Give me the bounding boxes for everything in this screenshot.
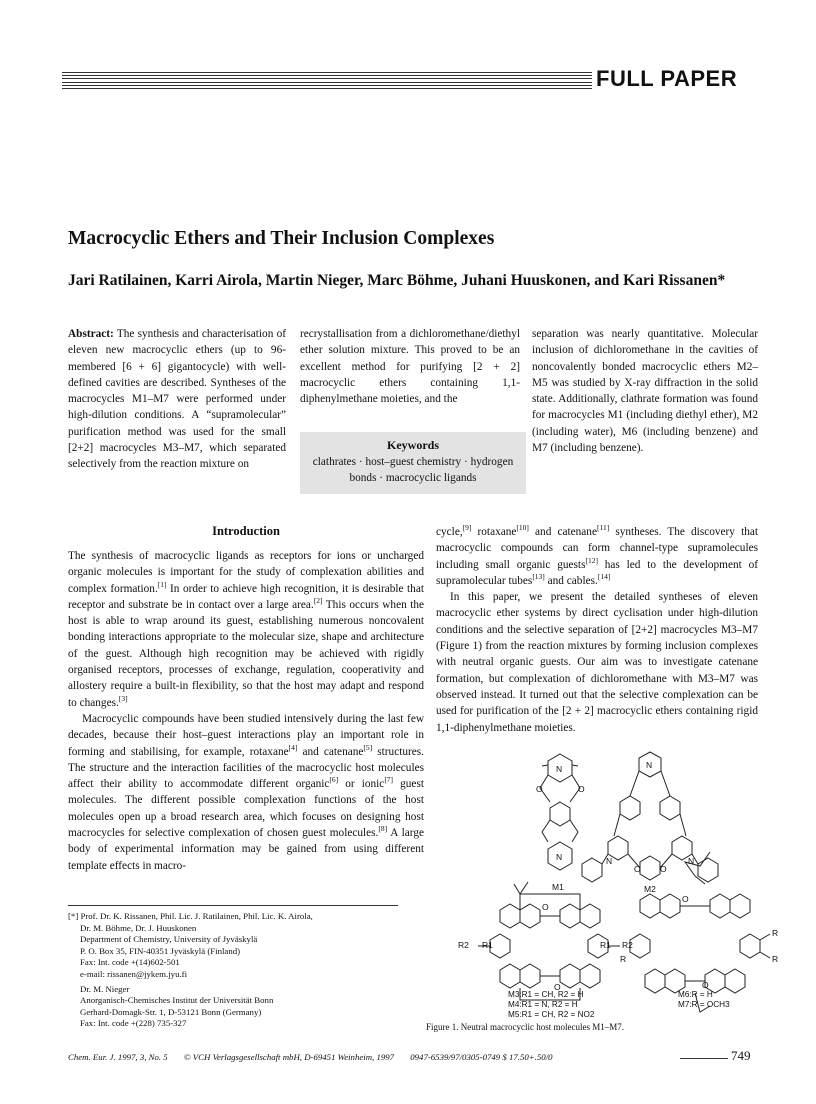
copyright-notice: © VCH Verlagsgesellschaft mbH, D-69451 Weinheim, 1997 bbox=[183, 1052, 395, 1062]
legend-line: M5:R1 = CH, R2 = NO2 bbox=[508, 1010, 595, 1019]
text-run: This occurs when the host is able to wrap around its guest, establishing numerous noncovalent bonding interactions appropriate to the molecular size, shape and architecture of the guest. Although high recognition may be achieved with rigidly organised receptors, processes of exchange, regulation, cooperativity and allostery require a built-in flexibility, so that the host may adapt and respond to changes. bbox=[68, 598, 424, 709]
substituent-label: R bbox=[772, 928, 779, 938]
text-run: The synthesis of macrocyclic ligands as receptors for ions or uncharged organic molecules is important for the study of complexation abilities and complex formation. bbox=[68, 550, 424, 595]
reference-marker: [13] bbox=[532, 572, 545, 582]
substituent-label: R2 bbox=[622, 940, 633, 950]
keywords-title: Keywords bbox=[387, 438, 439, 452]
footnote-line: Dr. M. Böhme, Dr. J. Huuskonen bbox=[80, 922, 197, 933]
abstract-text-1: The synthesis and characterisation of eleven new macrocyclic ethers (up to 96-membered [6 + 6] gigantocycle) with well-defined cavities are described. Syntheses of the macrocycles M1–M7 were performed under high-dilution conditions. A “supramolecular” purification method was used for the small [2+2] macrocycles M3–M7, which separated selectively from the reaction mixture on bbox=[68, 328, 286, 471]
atom-label: O bbox=[536, 784, 543, 794]
footnote-line: Anorganisch-Chemisches Institut der Universität Bonn bbox=[80, 995, 274, 1006]
journal-citation: Chem. Eur. J. 1997, 3, No. 5 bbox=[68, 1052, 168, 1062]
intro-paragraph-3 bbox=[436, 524, 758, 589]
reference-marker: [9] bbox=[462, 523, 472, 533]
section-heading: Introduction bbox=[212, 524, 280, 538]
legend-m3-m5 bbox=[508, 990, 594, 1020]
atom-label: O bbox=[702, 980, 709, 990]
keywords-list: clathrates · host–guest chemistry · hydrogen bonds · macrocyclic ligands bbox=[312, 456, 514, 484]
legend-m6-m7 bbox=[678, 990, 730, 1010]
atom-label: O bbox=[554, 982, 561, 992]
substituent-label: R bbox=[620, 954, 627, 964]
footnote-line: [*] Prof. Dr. K. Rissanen, Phil. Lic. J. Ratilainen, Phil. Lic. K. Airola, bbox=[68, 911, 313, 921]
keywords-box bbox=[300, 432, 526, 494]
footer-rule bbox=[680, 1058, 728, 1059]
text-run: guest molecules. The different possible complexation functions of the host molecules open up a broad research area, which focuses on designing host macrocycles for selective complexation of chosen guest molecules. bbox=[68, 778, 424, 840]
text-run: and catenane bbox=[528, 526, 597, 538]
figure-caption: Figure 1. Neutral macrocyclic host molecules M1–M7. bbox=[426, 1022, 624, 1032]
reference-marker: [11] bbox=[596, 523, 610, 533]
substituent-label: R1 bbox=[482, 940, 493, 950]
figure-1 bbox=[458, 744, 790, 1020]
reference-marker: [3] bbox=[118, 693, 128, 703]
footnote-line: Fax: Int. code +(228) 735-327 bbox=[80, 1018, 187, 1029]
intro-paragraph-2 bbox=[68, 711, 424, 874]
text-run: and cables. bbox=[544, 574, 598, 587]
author-affiliations bbox=[68, 911, 408, 1030]
text-run: or ionic bbox=[338, 778, 385, 791]
abstract-label: Abstract: bbox=[68, 328, 114, 340]
structure-label-m1: M1 bbox=[552, 882, 564, 892]
text-run: has led to the development of supramolecular tubes bbox=[436, 558, 758, 587]
reference-marker: [7] bbox=[384, 775, 394, 785]
footnote-line: e-mail: rissanen@jykem.jyu.fi bbox=[80, 968, 188, 979]
substituent-label: R1 bbox=[600, 940, 611, 950]
abstract-column-3: separation was nearly quantitative. Molecular inclusion of dichloromethane in the cavities of noncovalently bonded macrocyclic ethers M2–M5 was studied by X-ray diffraction in the solid state. Additionally, clathrate formation was found for macrocycles M1 (including diethyl ether), M2 (including water), M6 (including benzene) and M7 (including benzene). bbox=[532, 328, 758, 455]
reference-marker: [8] bbox=[378, 824, 388, 834]
reference-marker: [4] bbox=[288, 742, 298, 752]
footnote-line: Gerhard-Domagk-Str. 1, D-53121 Bonn (Germany) bbox=[80, 1006, 262, 1017]
reference-marker: [2] bbox=[313, 596, 323, 606]
substituent-label: R bbox=[772, 954, 779, 964]
substituent-label: R2 bbox=[458, 940, 469, 950]
chemical-structures bbox=[470, 744, 790, 1020]
atom-label: O bbox=[578, 784, 585, 794]
reference-marker: [6] bbox=[329, 775, 339, 785]
reference-marker: [12] bbox=[585, 555, 598, 565]
atom-label: N bbox=[556, 852, 563, 862]
text-run: Macrocyclic compounds have been studied intensively during the last few decades, because their host–guest interactions play an important role in forming and stabilising, for example, rotaxane bbox=[68, 712, 424, 758]
footnote-line: P. O. Box 35, FIN-40351 Jyväskylä (Finland) bbox=[80, 945, 241, 956]
atom-label: O bbox=[682, 894, 689, 904]
page-number: 749 bbox=[731, 1048, 751, 1063]
text-run: rotaxane bbox=[471, 526, 517, 538]
footnote-line: Dr. M. Nieger bbox=[80, 983, 130, 994]
abstract-column-2: recrystallisation from a dichloromethane/diethyl ether solution mixture. This proved to be an excellent method for purifying [2 + 2] macrocyclic ethers containing 1,1-diphenylmethane moieties, and the bbox=[300, 328, 520, 406]
intro-paragraph-4: In this paper, we present the detailed syntheses of eleven macrocyclic ether systems by direct cyclisation under high-dilution conditions and the selective separation of [2+2] macrocycles M3–M7 (Figure 1) from the reaction mixtures by forming inclusion complexes with neutral organic guests. Our aim was to investigate catenane formation, but complexation of dichloromethane with M3–M7 was observed instead. It turned out that the selective complexation can be used for purification of the [2 + 2] macrocyclic ethers containing rigid 1,1-diphenylmethane moieties. bbox=[436, 591, 758, 734]
abstract-column-1 bbox=[68, 326, 286, 473]
issn-code: 0947-6539/97/0305-0749 $ 17.50+.50/0 bbox=[410, 1052, 553, 1062]
intro-right-column bbox=[436, 524, 758, 736]
reference-marker: [10] bbox=[516, 523, 529, 533]
intro-left-column bbox=[68, 548, 424, 874]
atom-label: N bbox=[688, 856, 695, 866]
structure-m2 bbox=[582, 752, 718, 882]
reference-marker: [1] bbox=[157, 579, 167, 589]
page-footer bbox=[68, 1052, 567, 1062]
intro-paragraph-1 bbox=[68, 548, 424, 711]
reference-marker: [5] bbox=[363, 742, 373, 752]
structure-m6-m7 bbox=[630, 852, 770, 1012]
text-run: In order to achieve high recognition, it is desirable that receptor and substrate be in contact over a large area. bbox=[68, 582, 424, 611]
text-run: syntheses. The discovery that macrocyclic compounds can form channel-type supramolecules including small organic guests bbox=[436, 526, 759, 571]
footnote-line: Fax: Int. code +(14)602-501 bbox=[80, 957, 180, 968]
text-run: A large body of experimental information may be gained from using different template effects in macro- bbox=[68, 827, 424, 872]
structure-m3-m5 bbox=[478, 882, 620, 1000]
header-rules bbox=[62, 70, 592, 92]
footnote-rule bbox=[68, 905, 398, 906]
legend-line: M3:R1 = CH, R2 = H bbox=[508, 990, 584, 999]
atom-label: N bbox=[606, 856, 613, 866]
text-run: cycle, bbox=[436, 526, 463, 538]
legend-line: M4:R1 = N, R2 = H bbox=[508, 1000, 578, 1009]
atom-label: O bbox=[634, 864, 641, 874]
structure-label-m2: M2 bbox=[644, 884, 656, 894]
atom-label: O bbox=[542, 902, 549, 912]
atom-label: N bbox=[646, 760, 653, 770]
legend-line: M7:R = OCH3 bbox=[678, 1000, 730, 1009]
author-list: Jari Ratilainen, Karri Airola, Martin Nieger, Marc Böhme, Juhani Huuskonen, and Kari Rissanen* bbox=[68, 272, 726, 289]
section-label: FULL PAPER bbox=[596, 66, 738, 91]
text-run: and catenane bbox=[297, 745, 364, 758]
text-run: structures. The structure and the interaction facilities of the macrocyclic host molecules affect their ability to accommodate different organic bbox=[68, 745, 424, 791]
atom-label: O bbox=[660, 864, 667, 874]
atom-label: N bbox=[556, 764, 563, 774]
article-title: Macrocyclic Ethers and Their Inclusion Complexes bbox=[68, 228, 495, 249]
footnote-line: Department of Chemistry, University of Jyväskylä bbox=[80, 934, 258, 945]
reference-marker: [14] bbox=[597, 572, 611, 582]
legend-line: M6:R = H bbox=[678, 990, 713, 999]
